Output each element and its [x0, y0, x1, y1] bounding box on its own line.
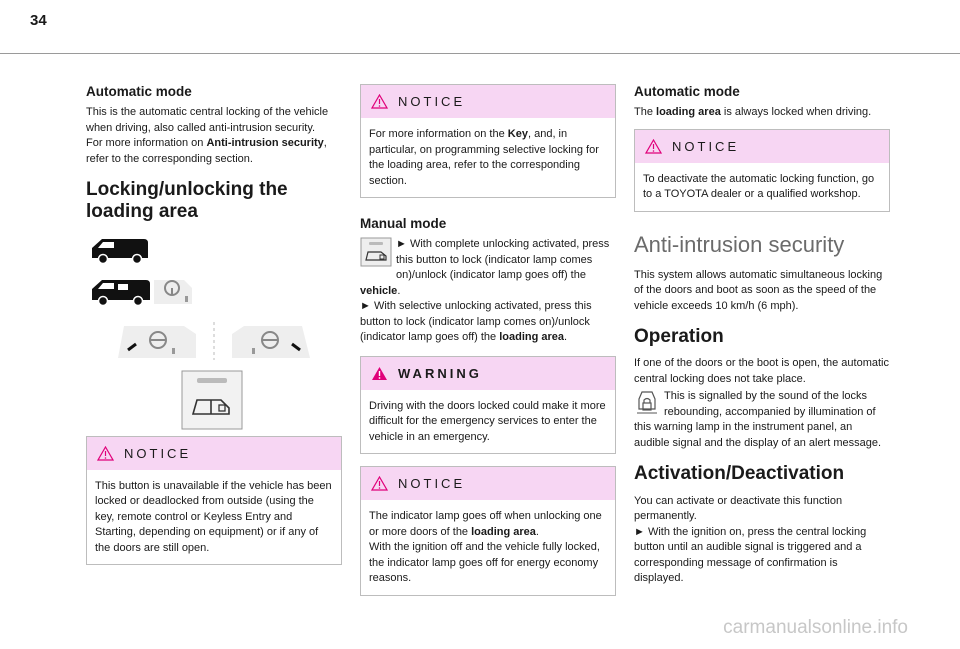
warning-box — [360, 356, 616, 455]
page-number: 34 — [30, 12, 47, 29]
doors-lock-icon — [114, 320, 314, 362]
notice-text: This button is unavailable if the vehicle has been locked or deadlocked from outside (using the key, remote control or Keyless Entry and Starting, depending on equipment) or if any of the doors are still open. — [95, 479, 332, 554]
notice-box-key — [360, 84, 616, 198]
heading-automatic-mode-2: Automatic mode — [634, 84, 740, 99]
notice-title: NOTICE — [398, 94, 466, 109]
column-2 — [360, 84, 616, 596]
heading-anti-intrusion: Anti-intrusion security — [634, 231, 845, 257]
lock-button-icon — [181, 370, 243, 430]
notice-text: The indicator lamp goes off when unlocking one or more doors of the loading area. With the ignition off and the vehicle fully locked, the indicator lamp goes off for energy economy reasons. — [369, 510, 602, 584]
manual-mode-selective: ► With selective unlocking activated, press this button to lock (indicator lamp comes on)/unlock (indicator lamp goes off) the loading area. — [360, 300, 592, 343]
anti-intrusion-reference: For more information on Anti-intrusion security, refer to the corresponding section. — [86, 137, 327, 165]
warning-triangle-icon — [645, 139, 662, 154]
notice-box-indicator — [360, 466, 616, 596]
activation-text: You can activate or deactivate this function permanently. — [634, 494, 843, 523]
header-rule — [0, 53, 960, 54]
notice-title: NOTICE — [398, 476, 466, 491]
notice-text: For more information on the Key, and, in particular, on programming selective locking for the loading area, refer to the corresponding section. — [369, 128, 599, 187]
warning-header — [361, 357, 615, 390]
notice-header — [635, 130, 889, 163]
warning-title: WARNING — [398, 365, 482, 381]
lock-button-icon — [360, 237, 392, 267]
column-1 — [86, 84, 342, 565]
warning-triangle-icon — [371, 94, 388, 109]
manual-mode-text: ► With complete unlocking activated, press this button to lock (indicator lamp comes on)/unlock (indicator lamp goes off) the vehicle. — [360, 238, 610, 297]
heading-automatic-mode: Automatic mode — [86, 84, 192, 99]
watermark-footer: carmanualsonline.info — [723, 617, 908, 638]
heading-activation: Activation/Deactivation — [634, 463, 845, 485]
notice-box-button-unavailable — [86, 436, 342, 566]
operation-text: If one of the doors or the boot is open, the automatic central locking does not take place. — [634, 357, 889, 385]
locking-illustration — [86, 232, 342, 422]
operation-warning-lamp: This is signalled by the sound of the locks rebounding, accompanied by illumination of this warning lamp in the instrument panel, an audible signal and the display of an alert message. — [634, 390, 882, 449]
notice-text: To deactivate the automatic locking function, go to a TOYOTA dealer or a qualified workshop. — [643, 172, 875, 200]
notice-header — [361, 85, 615, 118]
warning-text: Driving with the doors locked could make it more difficult for the emergency services to enter the vehicle in an emergency. — [369, 399, 606, 443]
notice-header — [87, 437, 341, 470]
column-3 — [634, 84, 890, 595]
notice-header — [361, 467, 615, 500]
anti-intrusion-text: This system allows automatic simultaneous locking of the doors and boot as soon as the speed of the vehicle exceeds 10 km/h (6 mph). — [634, 268, 883, 312]
van-icon — [88, 236, 150, 264]
heading-manual-mode: Manual mode — [360, 216, 447, 231]
warning-triangle-icon — [97, 446, 114, 461]
door-lock-warning-icon — [634, 389, 660, 417]
heading-locking-unlocking: Locking/unlocking the loading area — [86, 179, 288, 223]
heading-operation: Operation — [634, 326, 724, 347]
automatic-mode-text: This is the automatic central locking of the vehicle when driving, also called anti-intrusion security. — [86, 106, 329, 134]
warning-triangle-icon — [371, 366, 388, 381]
loading-area-text: The loading area is always locked when driving. — [634, 106, 872, 118]
notice-title: NOTICE — [672, 138, 740, 154]
activation-step: ► With the ignition on, press the central locking button until an audible signal is triggered and a corresponding message of confirmation is displayed. — [634, 525, 867, 585]
notice-box-deactivate — [634, 129, 890, 212]
notice-title: NOTICE — [124, 445, 192, 461]
warning-triangle-icon — [371, 476, 388, 491]
van-steering-icon — [88, 276, 198, 308]
